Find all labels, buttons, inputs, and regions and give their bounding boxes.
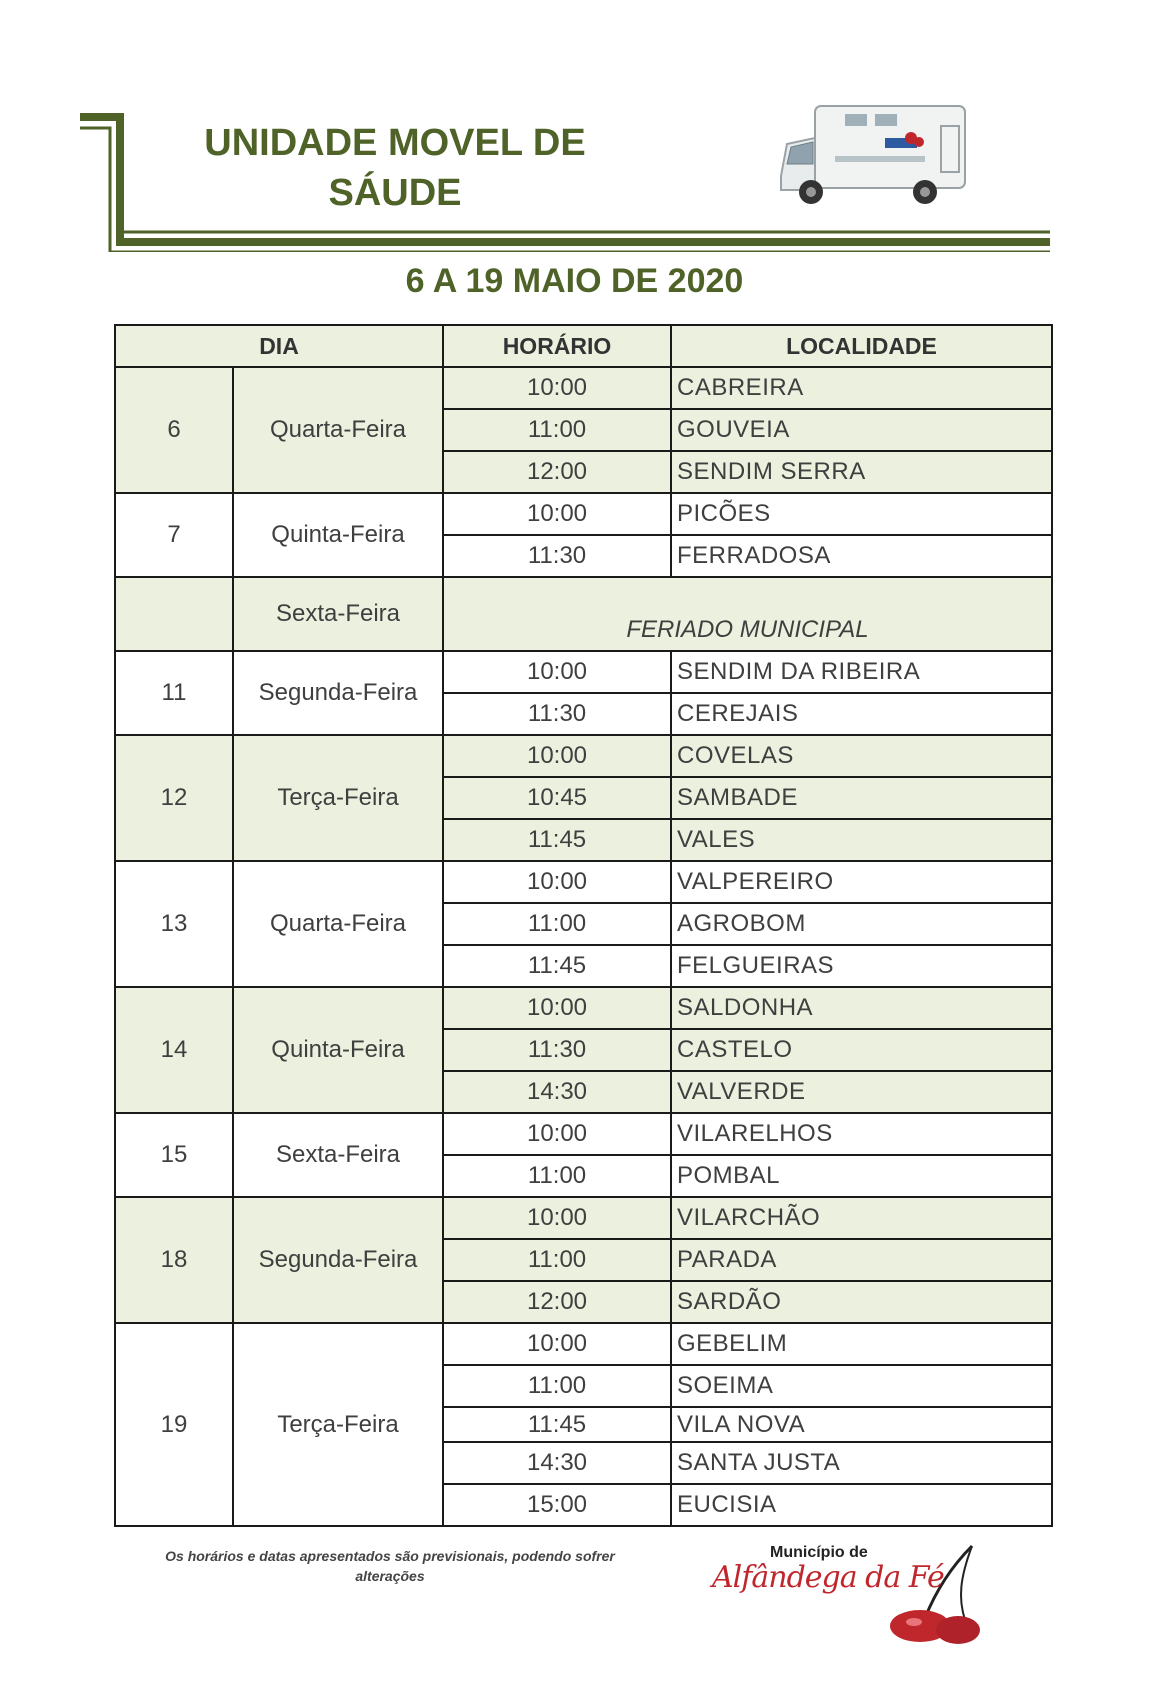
stop-time: 14:30 [443, 1442, 671, 1484]
stop-time: 11:00 [443, 409, 671, 451]
stop-time: 14:30 [443, 1071, 671, 1113]
table-row [115, 735, 1052, 777]
stop-place: VILARELHOS [671, 1113, 1052, 1155]
table-row [115, 1197, 1052, 1239]
stop-time: 10:00 [443, 861, 671, 903]
day-number: 19 [115, 1323, 233, 1526]
day-number: 14 [115, 987, 233, 1113]
schedule-body [115, 367, 1052, 1526]
table-row [115, 651, 1052, 693]
header-place: LOCALIDADE [671, 325, 1052, 367]
logo-municipality-label: Município de [770, 1544, 868, 1561]
day-number: 6 [115, 367, 233, 493]
stop-place: VILARCHÃO [671, 1197, 1052, 1239]
table-row [115, 987, 1052, 1029]
table-row [115, 861, 1052, 903]
title-line-2: SÁUDE [328, 172, 462, 214]
stop-time: 10:00 [443, 735, 671, 777]
day-number [115, 577, 233, 651]
weekday: Quarta-Feira [233, 367, 443, 493]
stop-time: 11:45 [443, 945, 671, 987]
weekday: Segunda-Feira [233, 1197, 443, 1323]
page-title [175, 118, 615, 218]
day-number: 11 [115, 651, 233, 735]
table-row [115, 1323, 1052, 1365]
table-row [115, 1113, 1052, 1155]
stop-time: 12:00 [443, 1281, 671, 1323]
weekday: Quinta-Feira [233, 493, 443, 577]
stop-time: 12:00 [443, 451, 671, 493]
stop-place: PARADA [671, 1239, 1052, 1281]
day-number: 15 [115, 1113, 233, 1197]
weekday: Sexta-Feira [233, 1113, 443, 1197]
schedule-table [114, 324, 1053, 1527]
stop-place: VALVERDE [671, 1071, 1052, 1113]
table-row [115, 493, 1052, 535]
stop-place: CASTELO [671, 1029, 1052, 1071]
stop-time: 11:45 [443, 1407, 671, 1442]
weekday: Terça-Feira [233, 735, 443, 861]
day-number: 7 [115, 493, 233, 577]
stop-place: SENDIM DA RIBEIRA [671, 651, 1052, 693]
stop-place: FELGUEIRAS [671, 945, 1052, 987]
table-row [115, 577, 1052, 651]
stop-time: 10:00 [443, 1323, 671, 1365]
stop-time: 11:00 [443, 1365, 671, 1407]
stop-time: 11:00 [443, 1155, 671, 1197]
weekday: Sexta-Feira [233, 577, 443, 651]
header-day: DIA [115, 325, 443, 367]
stop-time: 10:00 [443, 1197, 671, 1239]
stop-time: 10:00 [443, 493, 671, 535]
stop-time: 11:30 [443, 693, 671, 735]
stop-place: FERRADOSA [671, 535, 1052, 577]
stop-time: 11:00 [443, 1239, 671, 1281]
stop-time: 10:00 [443, 987, 671, 1029]
day-number: 18 [115, 1197, 233, 1323]
day-number: 12 [115, 735, 233, 861]
stop-place: VILA NOVA [671, 1407, 1052, 1442]
stop-time: 11:45 [443, 819, 671, 861]
stop-place: GEBELIM [671, 1323, 1052, 1365]
stop-place: GOUVEIA [671, 409, 1052, 451]
stop-place: SALDONHA [671, 987, 1052, 1029]
header-time: HORÁRIO [443, 325, 671, 367]
stop-place: VALPEREIRO [671, 861, 1052, 903]
stop-time: 11:00 [443, 903, 671, 945]
stop-place: VALES [671, 819, 1052, 861]
holiday-note: FERIADO MUNICIPAL [443, 577, 1052, 651]
stop-time: 15:00 [443, 1484, 671, 1526]
logo-municipality-name: Alfândega da Fé [712, 1560, 944, 1595]
schedule-period: 6 A 19 MAIO DE 2020 [405, 262, 744, 300]
stop-place: POMBAL [671, 1155, 1052, 1197]
weekday: Quinta-Feira [233, 987, 443, 1113]
stop-place: SOEIMA [671, 1365, 1052, 1407]
footnote: Os horários e datas apresentados são previsionais, podendo sofrer alterações [165, 1548, 615, 1584]
stop-time: 11:30 [443, 1029, 671, 1071]
stop-place: SANTA JUSTA [671, 1442, 1052, 1484]
ambulance-image [775, 98, 975, 210]
title-line-1: UNIDADE MOVEL DE [204, 122, 586, 164]
stop-place: AGROBOM [671, 903, 1052, 945]
stop-time: 10:00 [443, 651, 671, 693]
stop-time: 10:00 [443, 367, 671, 409]
day-number: 13 [115, 861, 233, 987]
stop-place: COVELAS [671, 735, 1052, 777]
stop-time: 11:30 [443, 535, 671, 577]
table-header-row [115, 325, 1052, 367]
stop-place: SENDIM SERRA [671, 451, 1052, 493]
table-row [115, 367, 1052, 409]
stop-time: 10:45 [443, 777, 671, 819]
weekday: Segunda-Feira [233, 651, 443, 735]
stop-place: SAMBADE [671, 777, 1052, 819]
stop-place: CEREJAIS [671, 693, 1052, 735]
weekday: Quarta-Feira [233, 861, 443, 987]
stop-place: EUCISIA [671, 1484, 1052, 1526]
stop-place: SARDÃO [671, 1281, 1052, 1323]
stop-place: PICÕES [671, 493, 1052, 535]
stop-place: CABREIRA [671, 367, 1052, 409]
stop-time: 10:00 [443, 1113, 671, 1155]
weekday: Terça-Feira [233, 1323, 443, 1526]
